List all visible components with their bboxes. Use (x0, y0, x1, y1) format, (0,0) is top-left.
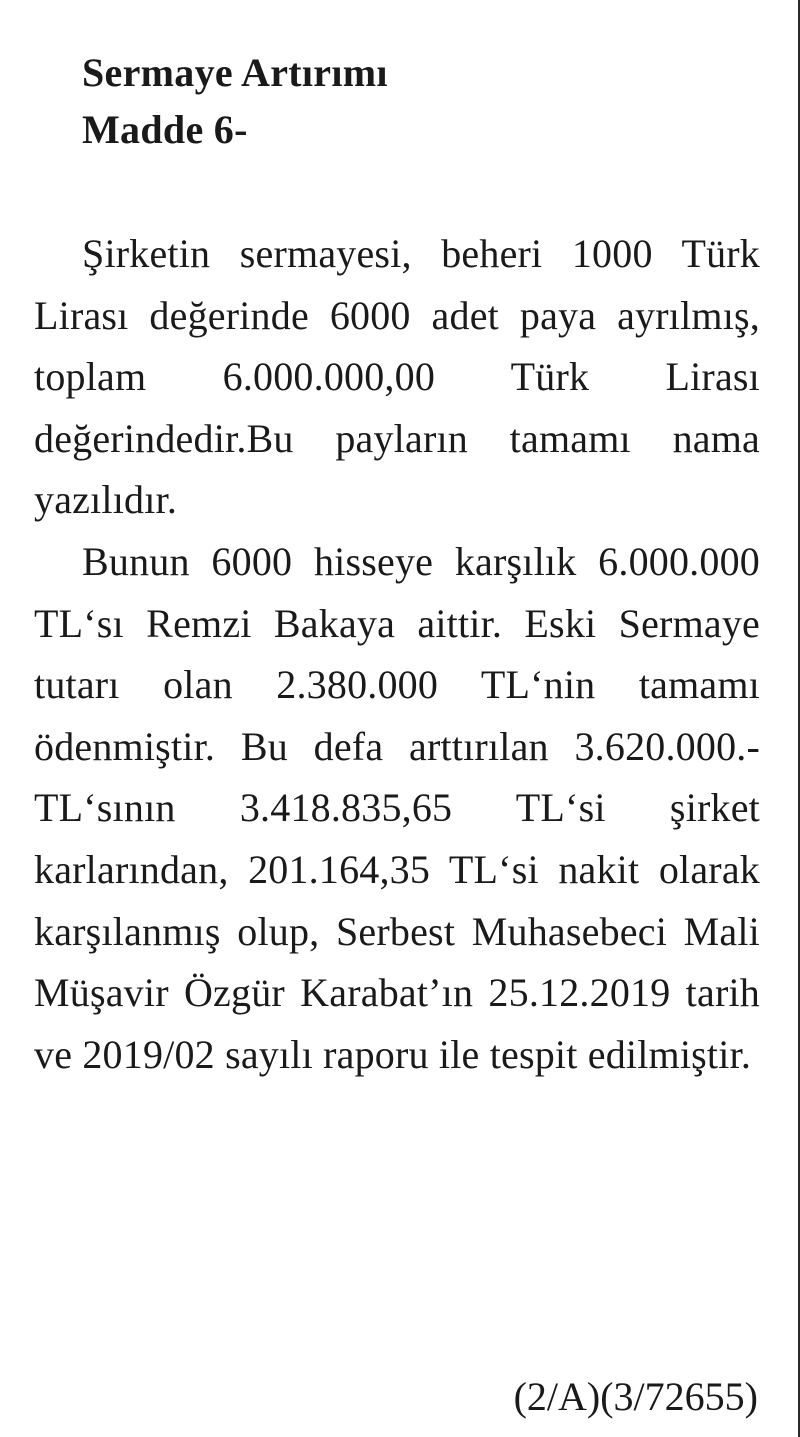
article-number: Madde 6- (82, 107, 248, 152)
section-heading (82, 44, 388, 158)
paragraph-capital-increase: Bunun 6000 hisseye karşılık 6.000.000 TL‘sı Remzi Bakaya aittir. Eski Sermaye tutarı olan 2.380.000 TL‘nin tamamı ödenmiştir. Bu defa arttırılan 3.620.000.- TL‘sının 3.418.835,65 TL‘si şirket karlarından, 201.164,35 TL‘si nakit olarak karşılanmış olup, Serbest Muhasebeci Mali Müşavir Özgür Karabat’ın 25.12.2019 tarih ve 2019/02 sayılı raporu ile tespit edilmiştir. (34, 538, 760, 1077)
section-title: Sermaye Artırımı (82, 50, 388, 95)
article-body (34, 223, 760, 1085)
paragraph-capital-structure: Şirketin sermayesi, beheri 1000 Türk Lirası değerinde 6000 adet paya ayrılmış, toplam 6.000.000,00 Türk Lirası değerindedir.Bu payların tamamı nama yazılıdır. (34, 231, 760, 523)
reference-code: (2/A)(3/72655) (513, 1374, 758, 1419)
